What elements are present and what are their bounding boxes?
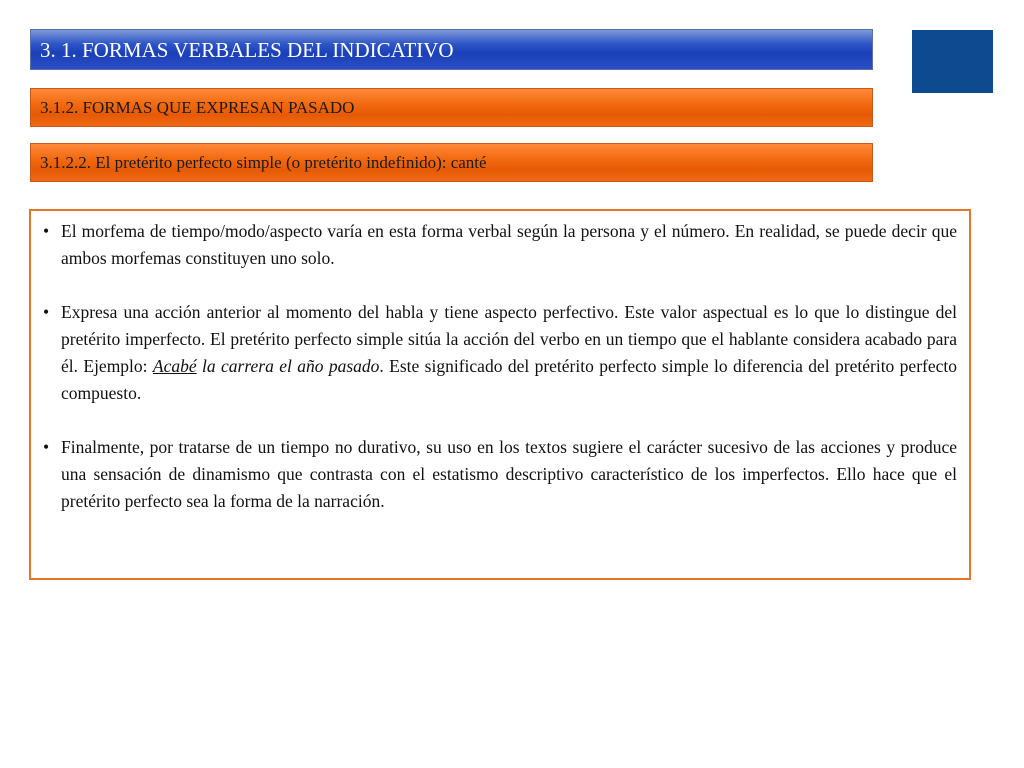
section-heading: 3.1.2. FORMAS QUE EXPRESAN PASADO	[30, 88, 873, 127]
example-underlined: Acabé	[152, 356, 197, 376]
subsection-heading: 3.1.2.2. El pretérito perfecto simple (o pretérito indefinido): canté	[30, 143, 873, 182]
slide-title: 3. 1. FORMAS VERBALES DEL INDICATIVO	[30, 29, 873, 70]
content-box	[29, 209, 971, 580]
bullet-item	[43, 434, 957, 515]
bullet-text: El morfema de tiempo/modo/aspecto varía en esta forma verbal según la persona y el número. En realidad, se puede decir que ambos morfemas constituyen uno solo.	[61, 221, 957, 268]
bullet-text: Finalmente, por tratarse de un tiempo no durativo, su uso en los textos sugiere el carácter sucesivo de las acciones y produce una sensación de dinamismo que contrasta con el estatismo descriptivo característico de los imperfectos. Ello hace que el pretérito perfecto sea la forma de la narración.	[61, 437, 957, 511]
bullet-item	[43, 218, 957, 272]
bullet-item	[43, 299, 957, 407]
bullet-text: Expresa una acción anterior al momento del habla y tiene aspecto perfectivo. Este valor aspectual es lo que lo distingue del pretérito imperfecto. El pretérito perfecto simple sitúa la acción del verbo en un tiempo que el hablante considera acabado para él. Ejemplo:	[61, 302, 957, 376]
corner-decoration	[912, 30, 993, 93]
bullet-text: . Este significado del pretérito perfecto simple lo diferencia del pretérito perfecto compuesto.	[61, 356, 958, 403]
example-italic: la carrera el año pasado	[196, 356, 380, 376]
